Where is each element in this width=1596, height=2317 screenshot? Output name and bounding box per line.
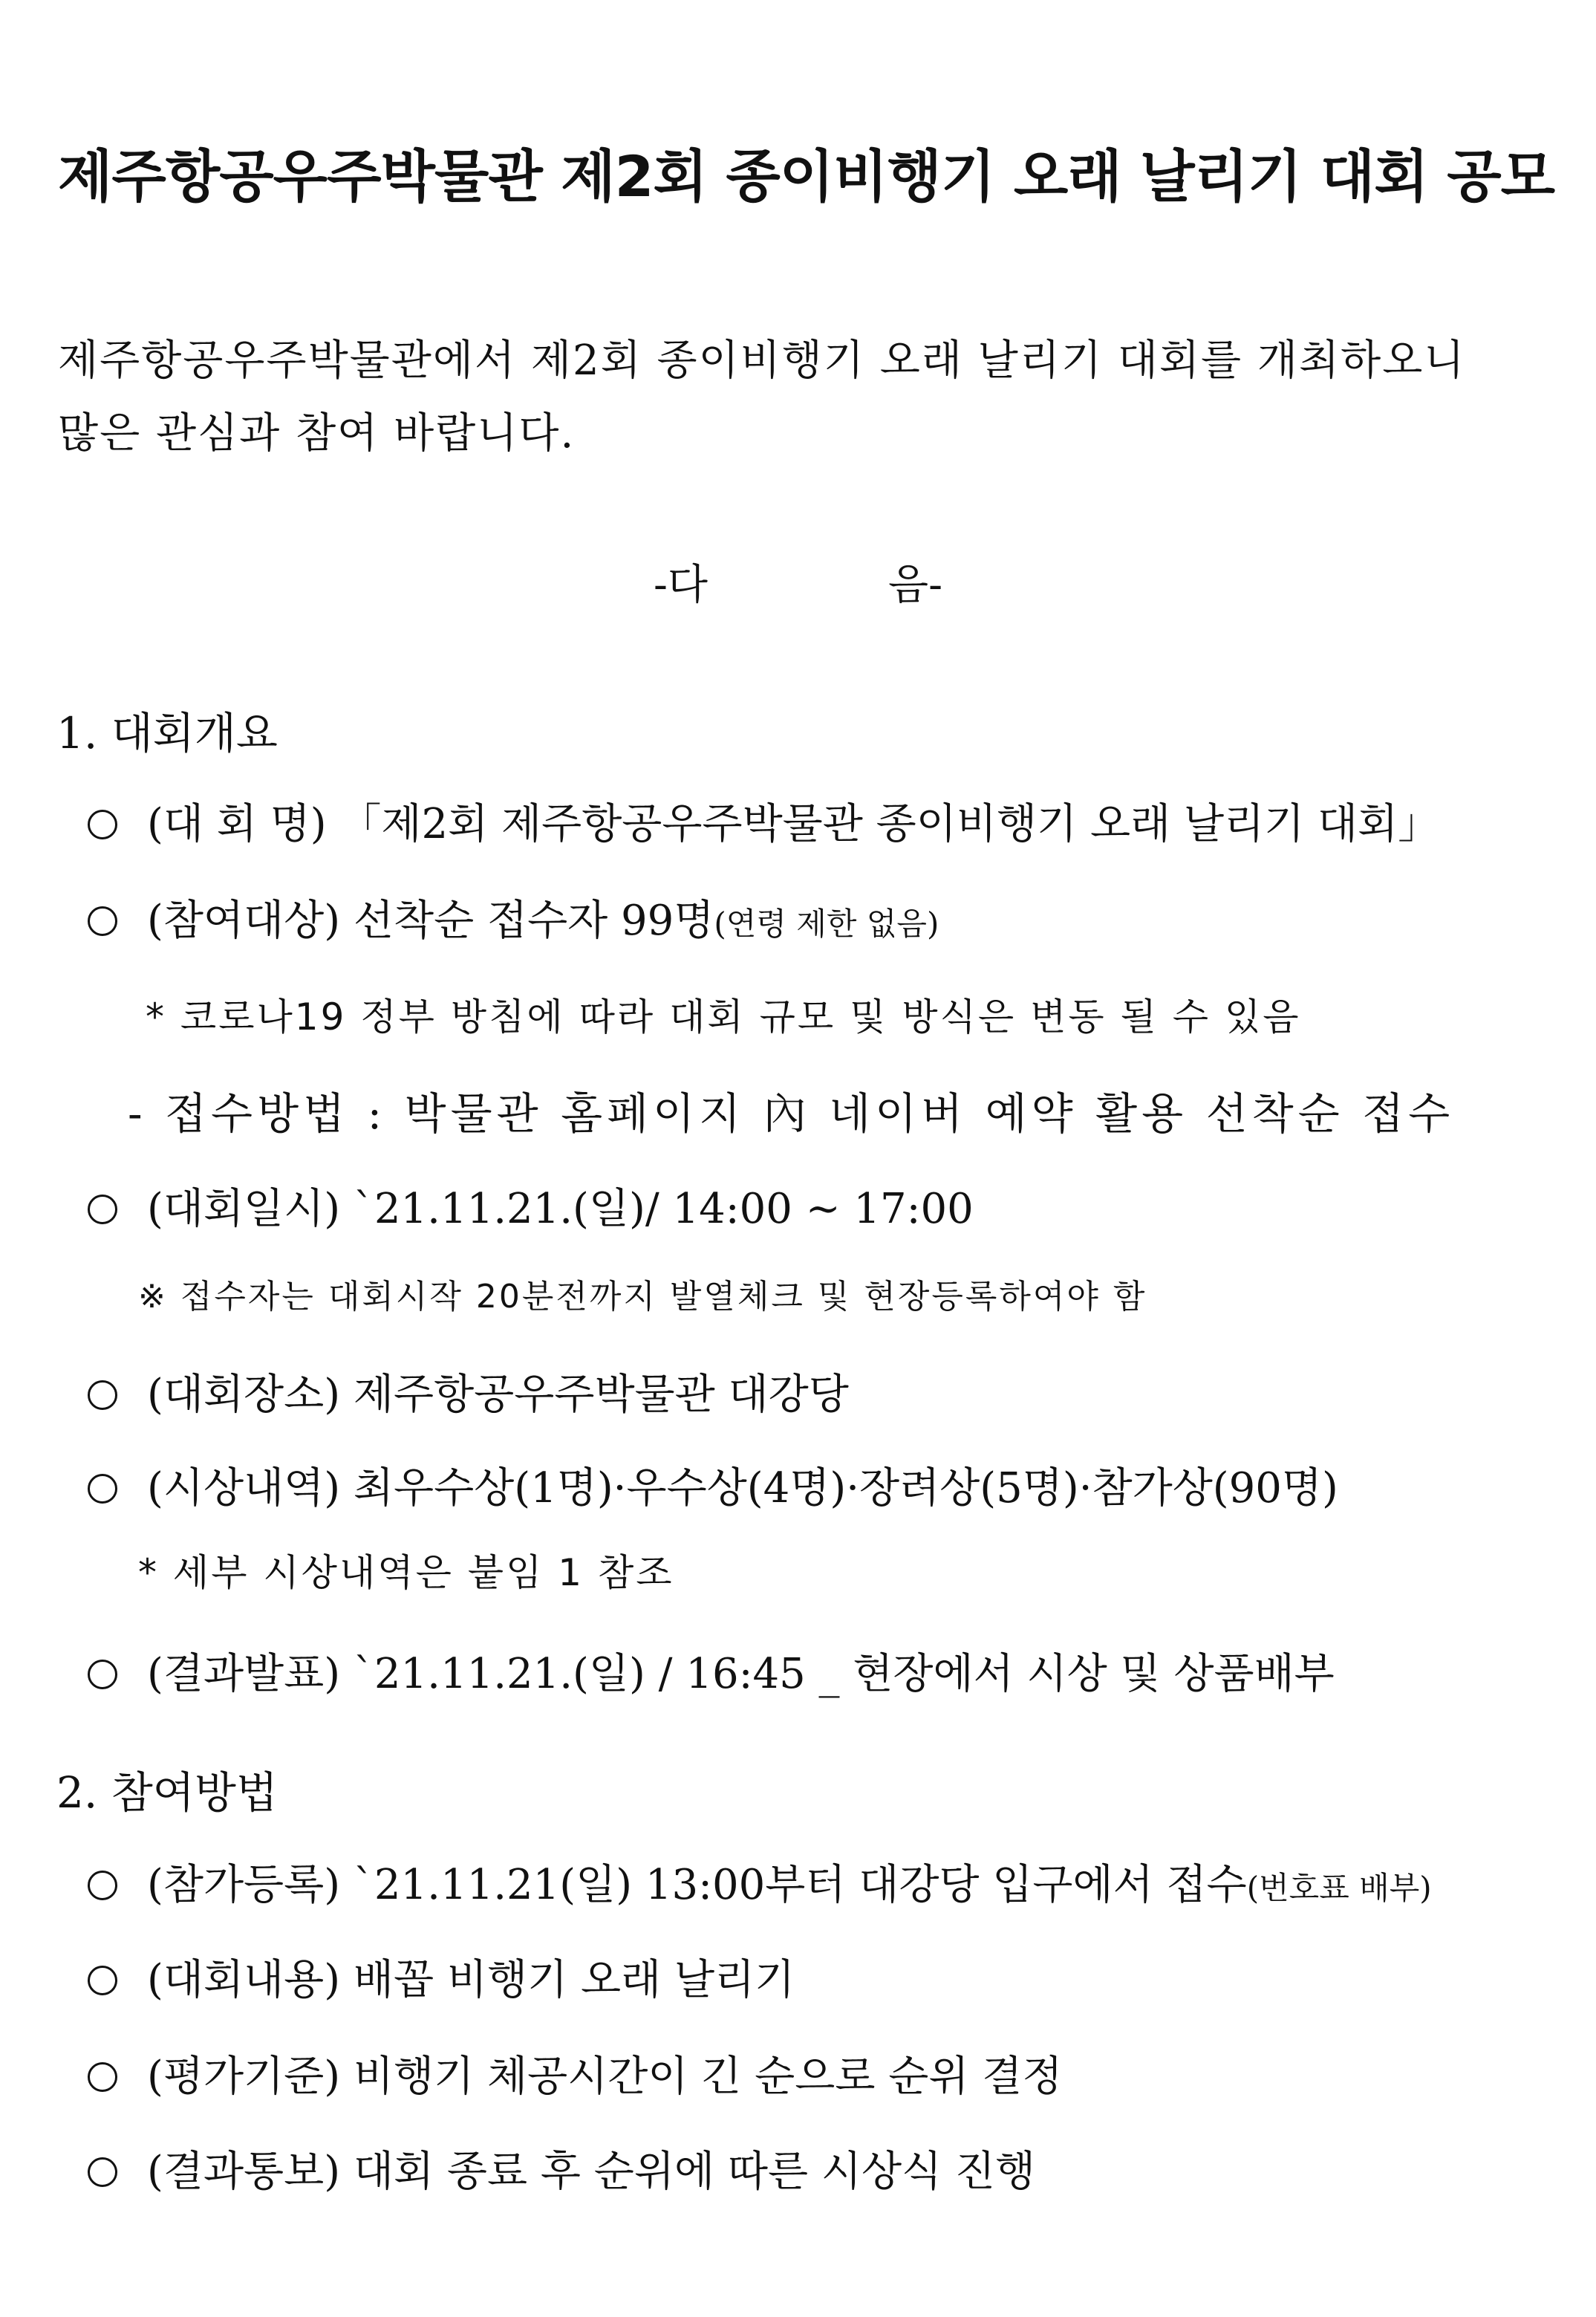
registration-method-note: - 접수방법 : 박물관 홈페이지 內 네이버 예약 활용 선착순 접수 <box>128 1088 1455 1139</box>
item-text: (결과발표) `21.11.21.(일) / 16:45 _ 현장에서 시상 및 상품배부 <box>147 1650 1335 1698</box>
list-item <box>88 897 939 945</box>
circle-bullet-icon <box>88 1195 117 1224</box>
circle-bullet-icon <box>88 1871 117 1900</box>
item-text: (평가기준) 비행기 체공시간이 긴 순으로 순위 결정 <box>147 2053 1063 2101</box>
list-item <box>88 2053 1063 2101</box>
intro-line-2: 많은 관심과 참여 바랍니다. <box>58 409 576 458</box>
circle-bullet-icon <box>88 2157 117 2187</box>
item-text: (결과통보) 대회 종료 후 순위에 따른 시상식 진행 <box>147 2148 1036 2196</box>
list-item <box>88 800 1440 848</box>
document-title: 제주항공우주박물관 제2회 종이비행기 오래 날리기 대회 공모 <box>58 143 1555 209</box>
item-text: (참여대상) 선착순 접수자 99명 <box>147 897 714 945</box>
checkin-note: ※ 접수자는 대회시작 20분전까지 발열체크 및 현장등록하여야 함 <box>138 1278 1147 1316</box>
awards-reference-note: * 세부 시상내역은 붙임 1 참조 <box>138 1551 674 1594</box>
item-note-small: (연령 제한 없음) <box>714 906 939 942</box>
circle-bullet-icon <box>88 2062 117 2092</box>
item-text: (대회장소) 제주항공우주박물관 대강당 <box>147 1371 849 1419</box>
list-item <box>88 1650 1335 1698</box>
list-item <box>88 1371 849 1419</box>
intro-line-1: 제주항공우주박물관에서 제2회 종이비행기 오래 날리기 대회를 개최하오니 <box>58 337 1466 385</box>
covid-note: * 코로나19 정부 방침에 따라 대회 규모 및 방식은 변동 될 수 있음 <box>146 995 1301 1039</box>
item-text: (대회일시) `21.11.21.(일)/ 14:00 ~ 17:00 <box>147 1185 974 1233</box>
list-item <box>88 1464 1338 1512</box>
item-text: (대회내용) 배꼽 비행기 오래 날리기 <box>147 1956 795 2004</box>
item-text: (참가등록) `21.11.21(일) 13:00부터 대강당 입구에서 접수 <box>147 1861 1247 1909</box>
item-text: (시상내역) 최우수상(1명)·우수상(4명)·장려상(5명)·참가상(90명) <box>147 1464 1338 1512</box>
list-item <box>88 1861 1432 1909</box>
section-1-heading: 1. 대회개요 <box>56 708 278 758</box>
item-text: (대 회 명) 「제2회 제주항공우주박물관 종이비행기 오래 날리기 대회」 <box>147 800 1440 848</box>
center-mark-right: 음- <box>888 561 943 609</box>
circle-bullet-icon <box>88 906 117 936</box>
center-mark-left: -다 <box>654 561 709 609</box>
list-item <box>88 2148 1036 2196</box>
circle-bullet-icon <box>88 810 117 839</box>
list-item <box>88 1185 974 1233</box>
item-note-small: (번호표 배부) <box>1246 1870 1432 1906</box>
circle-bullet-icon <box>88 1474 117 1504</box>
list-item <box>88 1956 795 2004</box>
circle-bullet-icon <box>88 1966 117 1995</box>
circle-bullet-icon <box>88 1660 117 1689</box>
section-2-heading: 2. 참여방법 <box>56 1767 278 1818</box>
circle-bullet-icon <box>88 1380 117 1410</box>
